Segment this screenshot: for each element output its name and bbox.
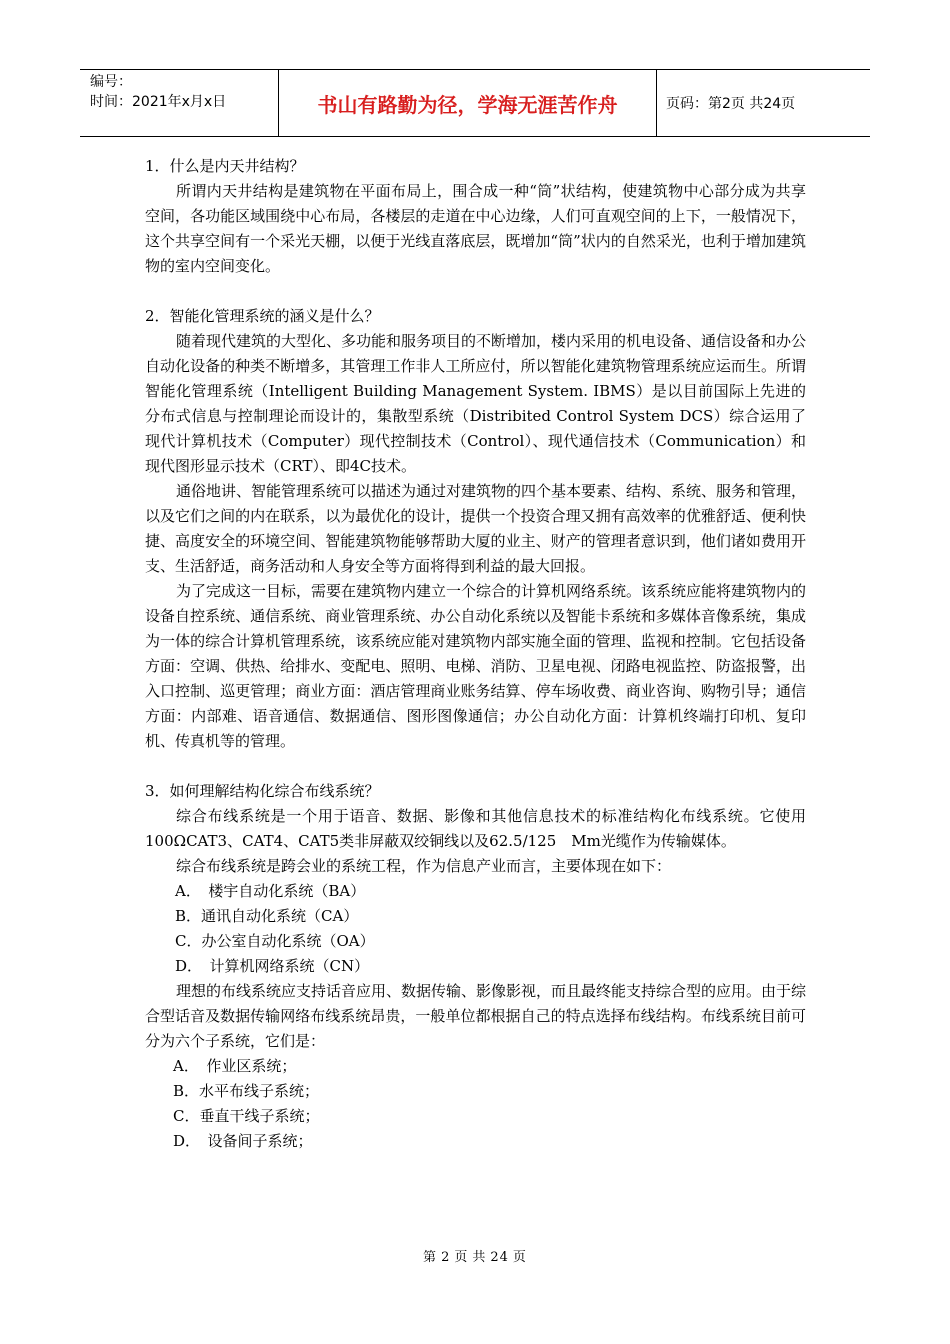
list-item: A． 楼宇自动化系统（BA） xyxy=(175,882,366,900)
footer-label: 共 xyxy=(472,1250,487,1265)
page-footer xyxy=(0,1246,950,1265)
document-date: 时间：2021年x月x日 xyxy=(90,94,227,110)
header-page-info: 页码：第2页 共24页 xyxy=(666,96,796,112)
document-number-label: 编号： xyxy=(90,74,132,90)
footer-page-number: 2 xyxy=(441,1250,451,1265)
header-motto: 书山有路勤为径，学海无涯苦作舟 xyxy=(317,92,618,117)
paragraph: 为了完成这一目标，需要在建筑物内建立一个综合的计算机网络系统。该系统应能将建筑物内的设备自控系统、通信系统、商业管理系统、办公自动化系统以及智能卡系统和多媒体音像系统，集成为一体的综合计算机管理系统，该系统应能对建筑物内部实施全面的管理、监视和控制。它包括设备方面：空调、供热、给排水、变配电、照明、电梯、消防、卫星电视、闭路电视监控、防盗报警，出入口控制、巡更管理；商业方面：酒店管理商业账务结算、停车场收费、商业咨询、购物引导；通信方面：内部难、语音通信、数据通信、图形图像通信；办公自动化方面：计算机终端打印机、复印机、传真机等的管理。 xyxy=(145,582,807,750)
header-meta xyxy=(90,72,226,112)
paragraph: 随着现代建筑的大型化、多功能和服务项目的不断增加，楼内采用的机电设备、通信设备和办公自动化设备的种类不断增多，其管理工作非人工所应付，所以智能化建筑物管理系统应运而生。所谓智能化管理系统（Intelligent Building Management System. IBMS）是以目前国际上先进的分布式信息与控制理论而设计的，集散型系统（Distribited Control System DCS）综合运用了现代计算机技术（Computer）现代控制技术（Control）、现代通信技术（Communication）和现代图形显示技术（CRT）、即4C技术。 xyxy=(145,332,807,475)
paragraph: 综合布线系统是跨会业的系统工程，作为信息产业而言，主要体现在如下： xyxy=(176,857,672,875)
list-item: C．垂直干线子系统； xyxy=(173,1107,320,1125)
paragraph: 通俗地讲、智能管理系统可以描述为通过对建筑物的四个基本要素、结构、系统、服务和管理，以及它们之间的内在联系，以为最优化的设计，提供一个投资合理又拥有高效率的优雅舒适、便利快捷、高度安全的环境空间、智能建筑物能够帮助大厦的业主、财产的管理者意识到，他们诸如费用开支、生活舒适，商务活动和人身安全等方面将得到利益的最大回报。 xyxy=(145,482,807,575)
footer-label: 页 xyxy=(454,1250,469,1265)
footer-label: 页 xyxy=(512,1250,527,1265)
paragraph: 理想的布线系统应支持话音应用、数据传输、影像影视，而且最终能支持综合型的应用。由于综合型话音及数据传输网络布线系统昂贵，一般单位都根据自己的特点选择布线结构。布线系统目前可分为六个子系统，它们是： xyxy=(145,982,807,1050)
question-heading: 3．如何理解结构化综合布线系统？ xyxy=(145,782,380,800)
footer-label: 第 xyxy=(423,1250,438,1265)
header-divider xyxy=(656,70,657,136)
list-item: D． 设备间子系统； xyxy=(173,1132,313,1150)
list-item: B．通讯自动化系统（CA） xyxy=(175,907,359,925)
list-item: D． 计算机网络系统（CN） xyxy=(175,957,370,975)
question-heading: 1．什么是内天井结构？ xyxy=(145,157,305,175)
paragraph: 综合布线系统是一个用于语音、数据、影像和其他信息技术的标准结构化布线系统。它使用100ΩCAT3、CAT4、CAT5类非屏蔽双绞铜线以及62.5/125 Mm光缆作为传输媒体。 xyxy=(145,807,806,850)
list-item: B．水平布线子系统； xyxy=(173,1082,320,1100)
footer-total-pages: 24 xyxy=(490,1250,509,1265)
paragraph: 所谓内天井结构是建筑物在平面布局上，围合成一种“筒”状结构，使建筑物中心部分成为共享空间，各功能区域围绕中心布局，各楼层的走道在中心边缘，人们可直观空间的上下，一般情况下，这个共享空间有一个采光天棚，以便于光线直落底层，既增加“筒”状内的自然采光，也利于增加建筑物的室内空间变化。 xyxy=(145,182,806,275)
list-item: A． 作业区系统； xyxy=(173,1057,297,1075)
question-heading: 2．智能化管理系统的涵义是什么？ xyxy=(145,307,380,325)
list-item: C．办公室自动化系统（OA） xyxy=(175,932,375,950)
page-header xyxy=(80,69,870,137)
document-body xyxy=(145,154,806,1154)
